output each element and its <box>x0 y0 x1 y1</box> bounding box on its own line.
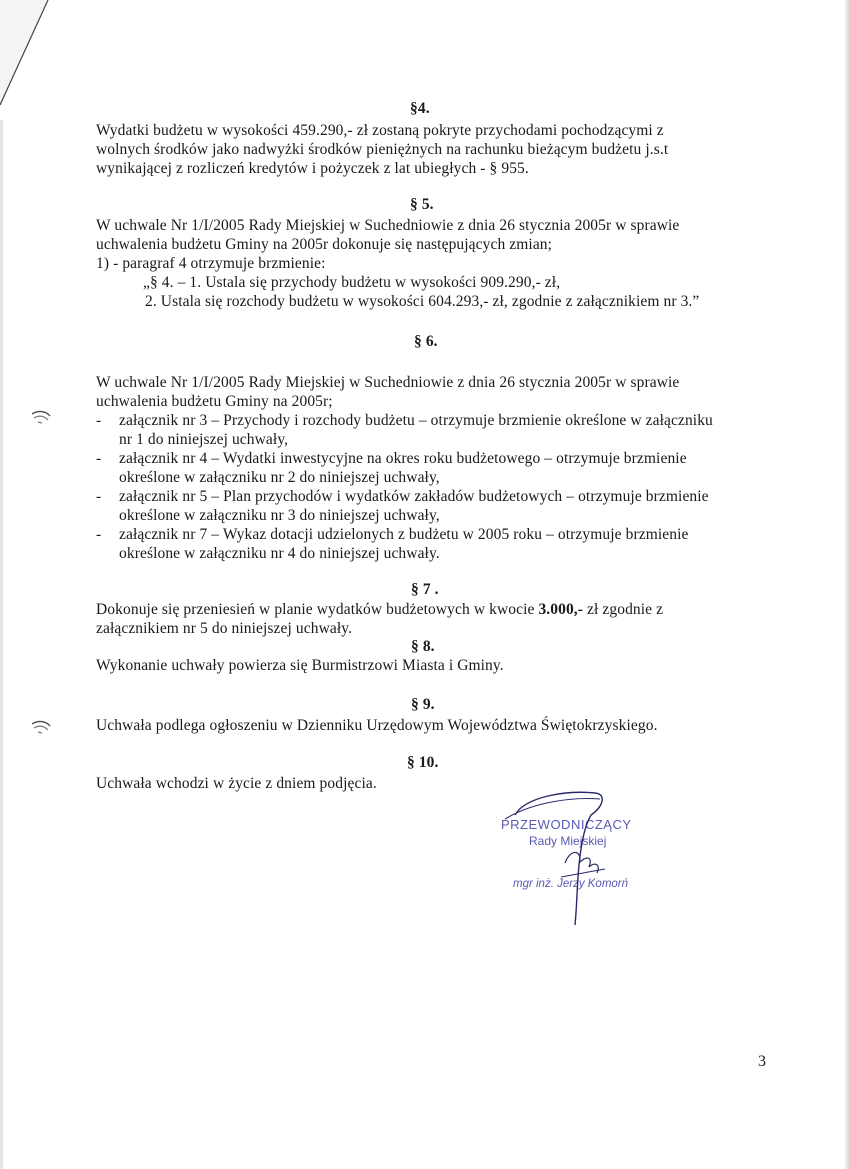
list-bullet: - <box>96 488 102 505</box>
section-7-heading: § 7 . <box>411 581 439 598</box>
section-7-line <box>96 600 663 619</box>
list-item-line: nr 1 do niniejszej uchwały, <box>119 431 289 448</box>
section-4-heading: §4. <box>410 100 430 117</box>
section-5-quote-line: 2. Ustala się rozchody budżetu w wysokości 604.293,- zł, zgodnie z załącznikiem nr 3.” <box>145 293 700 310</box>
section-7-text: Dokonuje się przeniesień w planie wydatków budżetowych w kwocie <box>96 601 539 618</box>
section-10-heading: § 10. <box>407 754 439 771</box>
punch-hole-mark-icon <box>30 410 52 424</box>
list-item-line: określone w załączniku nr 4 do niniejszej uchwały. <box>119 545 440 562</box>
list-item-line: załącznik nr 7 – Wykaz dotacji udzielonych z budżetu w 2005 roku – otrzymuje brzmienie <box>119 526 689 543</box>
section-6-line: W uchwale Nr 1/I/2005 Rady Miejskiej w Suchedniowie z dnia 26 stycznia 2005r w sprawie <box>96 374 680 391</box>
section-7-text-end: zł zgodnie z <box>583 601 664 618</box>
scan-edge-shadow <box>844 0 850 1169</box>
stamp-title: PRZEWODNICZĄCY <box>501 817 632 832</box>
scan-edge-left <box>0 120 3 1169</box>
section-9-heading: § 9. <box>411 696 435 713</box>
section-8-heading: § 8. <box>411 638 435 655</box>
section-6-heading: § 6. <box>414 333 438 350</box>
section-5-quote-line: „§ 4. – 1. Ustala się przychody budżetu w wysokości 909.290,- zł, <box>143 274 561 291</box>
section-6-line: uchwalenia budżetu Gminy na 2005r; <box>96 393 333 410</box>
list-item-line: określone w załączniku nr 3 do niniejszej uchwały, <box>119 507 440 524</box>
list-item-line: załącznik nr 3 – Przychody i rozchody budżetu – otrzymuje brzmienie określone w załączniku <box>119 412 713 429</box>
section-7-amount: 3.000,- <box>538 601 584 618</box>
section-5-line: 1) - paragraf 4 otrzymuje brzmienie: <box>96 255 326 272</box>
section-4-line: Wydatki budżetu w wysokości 459.290,- zł zostaną pokryte przychodami pochodzącymi z <box>96 122 664 139</box>
list-bullet: - <box>96 526 102 543</box>
stamp-name: mgr inż. Jerzy Komorń <box>513 878 629 890</box>
section-8-line: Wykonanie uchwały powierza się Burmistrzowi Miasta i Gminy. <box>96 657 504 674</box>
list-item-line: załącznik nr 4 – Wydatki inwestycyjne na okres roku budżetowego – otrzymuje brzmienie <box>119 450 687 467</box>
list-bullet: - <box>96 412 102 429</box>
list-item-line: określone w załączniku nr 2 do niniejszej uchwały, <box>119 469 440 486</box>
section-5-heading: § 5. <box>410 196 434 213</box>
signature-icon <box>495 785 675 930</box>
folded-corner-icon <box>0 0 60 110</box>
section-4-line: wolnych środków jako nadwyżki środków pieniężnych na rachunku bieżącym budżetu j.s.t <box>96 141 669 158</box>
list-item-line: załącznik nr 5 – Plan przychodów i wydatków zakładów budżetowych – otrzymuje brzmienie <box>119 488 709 505</box>
stamp-council: Rady Miejskiej <box>529 834 607 848</box>
section-10-line: Uchwała wchodzi w życie z dniem podjęcia. <box>96 775 377 792</box>
section-4-line: wynikającej z rozliczeń kredytów i pożyczek z lat ubiegłych - § 955. <box>96 160 529 177</box>
signature-stamp <box>495 785 675 930</box>
section-5-line: W uchwale Nr 1/I/2005 Rady Miejskiej w Suchedniowie z dnia 26 stycznia 2005r w sprawie <box>96 217 680 234</box>
section-5-line: uchwalenia budżetu Gminy na 2005r dokonuje się następujących zmian; <box>96 236 553 253</box>
page-number: 3 <box>758 1053 766 1070</box>
section-9-line: Uchwała podlega ogłoszeniu w Dzienniku Urzędowym Województwa Świętokrzyskiego. <box>96 717 658 734</box>
punch-hole-mark-icon <box>30 720 52 734</box>
list-bullet: - <box>96 450 102 467</box>
section-7-line: załącznikiem nr 5 do niniejszej uchwały. <box>96 620 353 637</box>
